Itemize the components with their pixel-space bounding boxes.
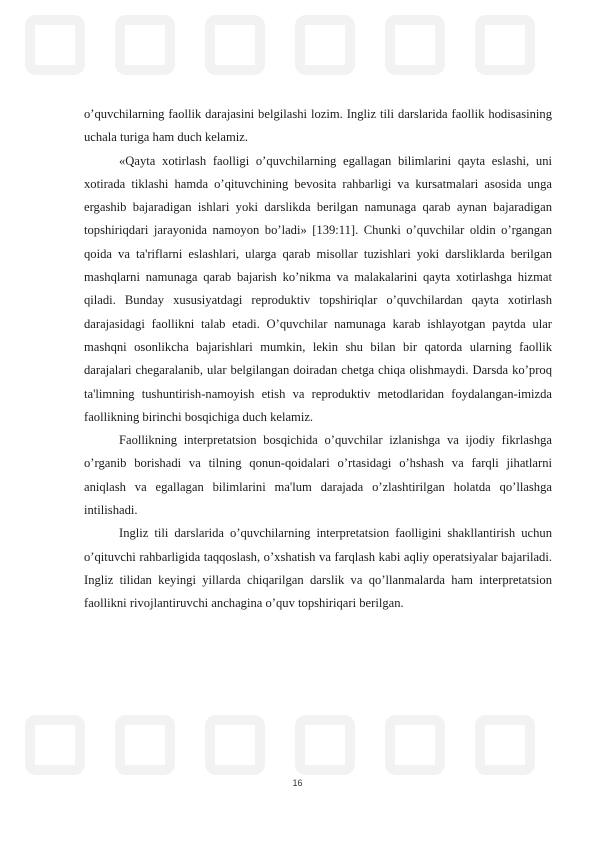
paragraph-3: Faollikning interpretatsion bosqichida o’quvchilar izlanishga va ijodiy fikrlashga o’rganib borishadi va tilning qonun-qoidalari o’rtasidagi o’hshash va farqli jihatlarni aniqlash va egallagan bilimlarini ma'lum darajada o’zlashtirilgan holatda qo’llashga intilishadi. — [84, 433, 552, 518]
body-text — [84, 103, 552, 616]
paragraph-4: Ingliz tili darslarida o’quvchilarning interpretatsion faolligini shakllantirish uchun o’qituvchi rahbarligida taqqoslash, o’xshatish va farqlash kabi aqliy operatsiyalar bajariladi. Ingliz tilidan keyingi yillarda chiqarilgan darslik va qo’llanmalarda ham interpretatsion faollikni rivojlantiruvchi anchagina o’quv topshiriqari berilgan. — [84, 526, 552, 611]
paragraph-2: «Qayta xotirlash faolligi o’quvchilarning egallagan bilimlarini qayta eslashi, uni xotirada tiklashi hamda o’qituvchining bevosita rahbarligi va kursatmalari asosida unga ergashib bajaradigan ishlari yoki darslikda berilgan namunaga qarab aynan bajaradigan topshiriqdari jarayonida namoyon bo’ladi» [139:11]. Chunki o’quvchilar oldin o’rgangan qoida va ta'riflarni eslashlari, ularga qarab misollar tuzishlari yoki darsliklarda berilgan mashqlarni namunaga qarab bajarish ko’nikma va malakalarini qayta xotirlashga hizmat qiladi. Bunday xususiyatdagi reproduktiv topshiriqlar o’quvchilardan qayta xotirlash darajasidagi faollikni talab etadi. O’quvchilar namunaga karab ishlayotgan paytda ular mashqni osonlikcha bajarishlari mumkin, lekin shu bilan bir qatorda ularning faollik darajalari chegaralanib, ular belgilangan doiradan chetga chiqa olishmaydi. Darsda ko’proq ta'limning tushuntirish-namoyish etish va reproduktiv metodlaridan foydalangan-imizda faollikning birinchi bosqichiga duch kelamiz. — [84, 153, 552, 424]
paragraph-1: o’quvchilarning faollik darajasini belgilashi lozim. Ingliz tili darslarida faollik hodisasining uchala turiga ham duch kelamiz. — [84, 107, 552, 145]
page-number: 16 — [292, 778, 303, 788]
